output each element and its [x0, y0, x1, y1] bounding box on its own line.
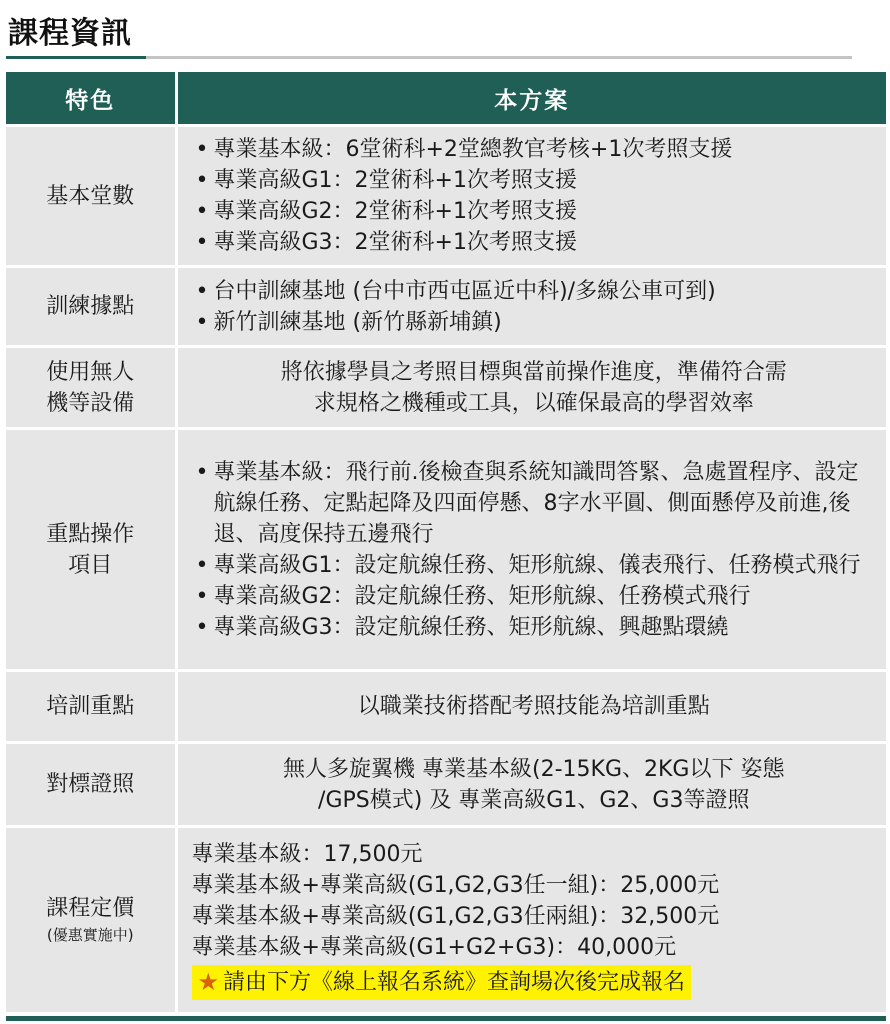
row-content-training-base [176, 267, 886, 347]
pricing-label: 課程定價 [46, 896, 135, 922]
notice-text: 請由下方《線上報名系統》查詢場次後完成報名 [223, 970, 686, 996]
table-row [6, 827, 886, 1012]
label-line: 機等設備 [46, 390, 135, 416]
price-line: 專業基本級+專業高級(G1,G2,G3任兩組)：32,500元 [191, 904, 720, 930]
table-row [6, 126, 886, 267]
text-line: 求規格之機種或工具，以確保最高的學習效率 [313, 390, 754, 416]
page-title: 課程資訊 [8, 16, 132, 51]
table-row [6, 347, 886, 429]
bottom-divider [6, 1016, 886, 1021]
text-line: 無人多旋翼機 專業基本級(2-15KG、2KG以下 姿態 [283, 756, 785, 782]
table-row [6, 743, 886, 827]
row-label-key-operations [6, 429, 176, 671]
list-item: • 專業基本級：飛行前.後檢查與系統知識問答緊、急處置程序、設定航線任務、定點起降及四面停懸、8字水平圓、側面懸停及前進,後退、高度保持五邊飛行 [214, 457, 877, 550]
list-item: • 專業基本級：6堂術科+2堂總教官考核+1次考照支援 [214, 134, 877, 165]
row-label-pricing [6, 827, 176, 1012]
table-row [6, 429, 886, 671]
row-content-key-operations [176, 429, 886, 671]
header-feature: 特色 [6, 72, 176, 126]
row-content-pricing [176, 827, 886, 1012]
table-row [6, 267, 886, 347]
table-header-row [6, 72, 886, 126]
header-plan: 本方案 [176, 72, 886, 126]
price-line: 專業基本級：17,500元 [191, 842, 423, 868]
list-item: • 專業高級G2：設定航線任務、矩形航線、任務模式飛行 [214, 581, 877, 612]
row-content-basic-sessions [176, 126, 886, 267]
text-line: /GPS模式) 及 專業高級G1、G2、G3等證照 [318, 787, 750, 813]
list-item: • 專業高級G1：2堂術科+1次考照支援 [214, 165, 877, 196]
row-label-equipment [6, 347, 176, 429]
list-item: • 專業高級G1：設定航線任務、矩形航線、儀表飛行、任務模式飛行 [214, 550, 877, 581]
row-label-training-focus: 培訓重點 [6, 671, 176, 743]
row-label-training-base: 訓練據點 [6, 267, 176, 347]
course-info-table [6, 72, 886, 1012]
label-line: 重點操作 [46, 521, 135, 547]
list-item: • 新竹訓練基地 (新竹縣新埔鎮) [214, 307, 877, 338]
label-line: 使用無人 [46, 359, 135, 385]
text-line: 將依據學員之考照目標與當前操作進度，準備符合需 [280, 359, 787, 385]
price-line: 專業基本級+專業高級(G1,G2,G3任一組)：25,000元 [191, 873, 720, 899]
row-content-training-focus: 以職業技術搭配考照技能為培訓重點 [176, 671, 886, 743]
row-content-certification [176, 743, 886, 827]
list-item: • 專業高級G3：設定航線任務、矩形航線、興趣點環繞 [214, 612, 877, 643]
pricing-sub-label: (優惠實施中) [46, 926, 134, 945]
list-item: • 專業高級G3：2堂術科+1次考照支援 [214, 227, 877, 258]
row-content-equipment [176, 347, 886, 429]
star-icon: ★ [197, 968, 220, 997]
row-label-certification: 對標證照 [6, 743, 176, 827]
row-label-basic-sessions: 基本堂數 [6, 126, 176, 267]
label-line: 項目 [68, 552, 113, 578]
registration-notice [192, 965, 692, 1000]
table-row [6, 671, 886, 743]
price-line: 專業基本級+專業高級(G1+G2+G3)：40,000元 [191, 935, 677, 961]
list-item: • 台中訓練基地 (台中市西屯區近中科)/多線公車可到) [214, 276, 877, 307]
list-item: • 專業高級G2：2堂術科+1次考照支援 [214, 196, 877, 227]
title-underline-accent [6, 56, 146, 59]
